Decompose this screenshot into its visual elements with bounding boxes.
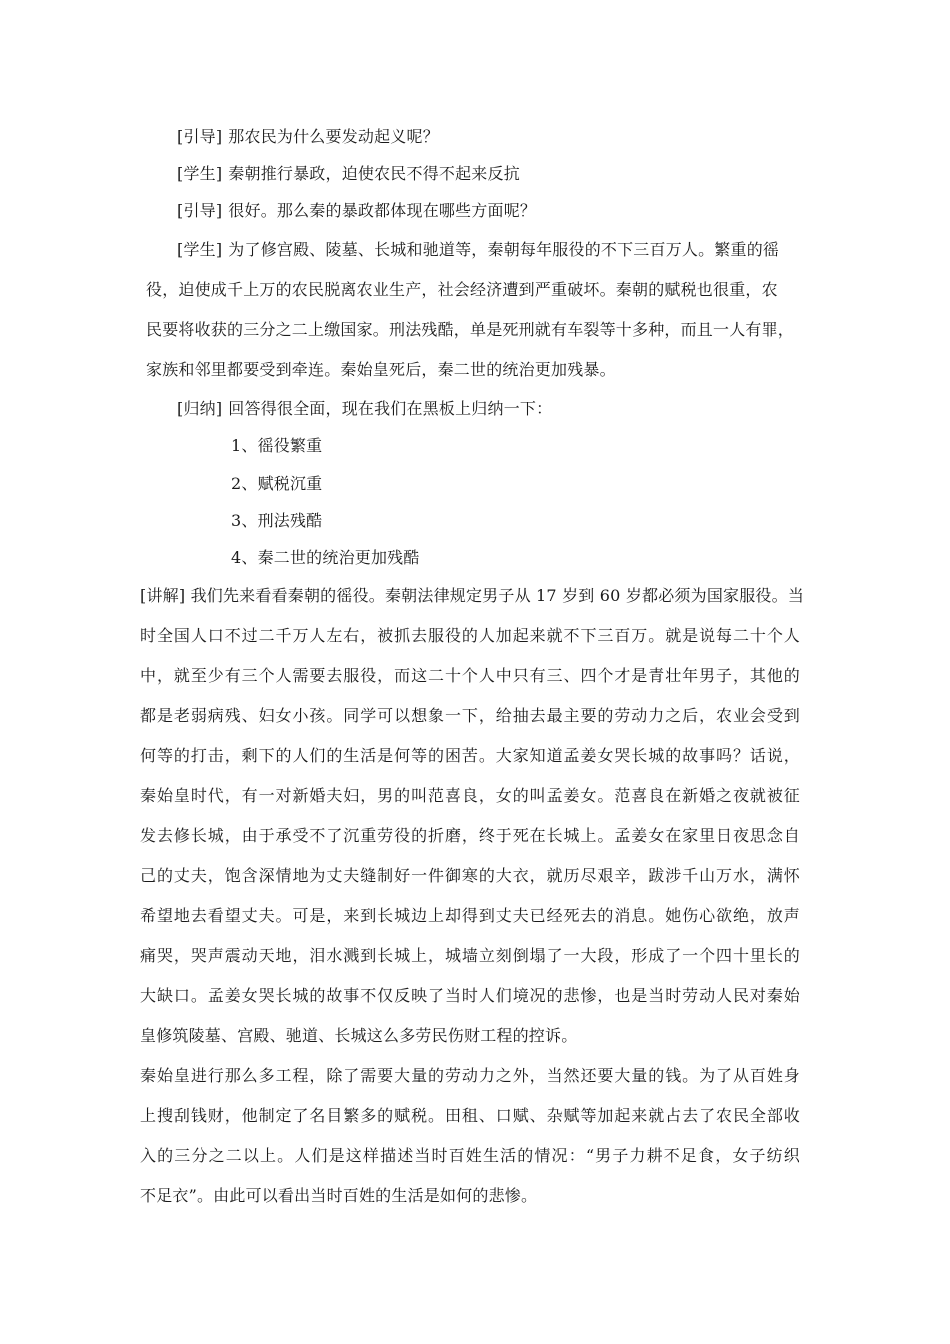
summary-list-item: 4、秦二世的统治更加残酷 — [231, 548, 420, 567]
tax-paragraph-line: 上搜刮钱财，他制定了名目繁多的赋税。田租、口赋、杂赋等加起来就占去了农民全部收 — [140, 1106, 800, 1125]
dialogue-line-student-1 — [177, 164, 520, 184]
summary-text: 回答得很全面，现在我们在黑板上归纳一下： — [228, 399, 553, 418]
dialogue-line-student-2 — [177, 240, 779, 260]
explanation-line: [讲解] 我们先来看看秦朝的徭役。秦朝法律规定男子从 17 岁到 60 岁都必须为国家服役。当 — [140, 586, 805, 605]
summary-list-item: 1、徭役繁重 — [231, 436, 323, 455]
tax-paragraph-line: 秦始皇进行那么多工程，除了需要大量的劳动力之外，当然还要大量的钱。为了从百姓身 — [140, 1066, 800, 1085]
student-answer-line: 民要将收获的三分之二上缴国家。刑法残酷，单是死刑就有车裂等十多种，而且一人有罪， — [146, 320, 795, 339]
speaker-tag: [引导] — [177, 201, 223, 220]
dialogue-line-guide-1 — [177, 127, 439, 147]
speaker-tag: [学生] — [177, 164, 223, 183]
summary-line — [177, 399, 552, 419]
dialogue-text: 为了修宫殿、陵墓、长城和驰道等，秦朝每年服役的不下三百万人。繁重的徭 — [228, 240, 780, 259]
explanation-line: 中，就至少有三个人需要去服役，而这二十个人中只有三、四个才是青壮年男子，其他的 — [140, 666, 800, 685]
summary-list-item: 3、刑法残酷 — [231, 511, 323, 530]
speaker-tag: [引导] — [177, 127, 223, 146]
explanation-line: 何等的打击，剩下的人们的生活是何等的困苦。大家知道孟姜女哭长城的故事吗？话说， — [140, 746, 800, 765]
explanation-line: 秦始皇时代，有一对新婚夫妇，男的叫范喜良，女的叫孟姜女。范喜良在新婚之夜就被征 — [140, 786, 800, 805]
speaker-tag: [归纳] — [177, 399, 223, 418]
tax-paragraph-line: 入的三分之二以上。人们是这样描述当时百姓生活的情况：“男子力耕不足食，女子纺织 — [140, 1146, 800, 1165]
explanation-line: 发去修长城，由于承受不了沉重劳役的折磨，终于死在长城上。孟姜女在家里日夜思念自 — [140, 826, 800, 845]
explanation-line: 痛哭，哭声震动天地，泪水溅到长城上，城墙立刻倒塌了一大段，形成了一个四十里长的 — [140, 946, 800, 965]
explanation-line: 大缺口。孟姜女哭长城的故事不仅反映了当时人们境况的悲惨，也是当时劳动人民对秦始 — [140, 986, 800, 1005]
student-answer-line: 家族和邻里都要受到牵连。秦始皇死后，秦二世的统治更加残暴。 — [146, 360, 616, 379]
dialogue-text: 秦朝推行暴政，迫使农民不得不起来反抗 — [228, 164, 520, 183]
dialogue-line-guide-2 — [177, 201, 536, 221]
dialogue-text: 很好。那么秦的暴政都体现在哪些方面呢？ — [228, 201, 537, 220]
explanation-line: 皇修筑陵墓、宫殿、驰道、长城这么多劳民伤财工程的控诉。 — [140, 1026, 578, 1045]
explanation-line: 己的丈夫，饱含深情地为丈夫缝制好一件御寒的大衣，就历尽艰辛，跋涉千山万水，满怀 — [140, 866, 800, 885]
student-answer-line: 役，迫使成千上万的农民脱离农业生产，社会经济遭到严重破坏。秦朝的赋税也很重，农 — [146, 280, 778, 299]
speaker-tag: [学生] — [177, 240, 223, 259]
explanation-line: 希望地去看望丈夫。可是，来到长城边上却得到丈夫已经死去的消息。她伤心欲绝，放声 — [140, 906, 800, 925]
explanation-line: 都是老弱病残、妇女小孩。同学可以想象一下，给抽去最主要的劳动力之后，农业会受到 — [140, 706, 800, 725]
dialogue-text: 那农民为什么要发动起义呢？ — [228, 127, 439, 146]
tax-paragraph-line: 不足衣”。由此可以看出当时百姓的生活是如何的悲惨。 — [140, 1186, 538, 1205]
explanation-line: 时全国人口不过二千万人左右，被抓去服役的人加起来就不下三百万。就是说每二十个人 — [140, 626, 800, 645]
summary-list-item: 2、赋税沉重 — [231, 474, 323, 493]
